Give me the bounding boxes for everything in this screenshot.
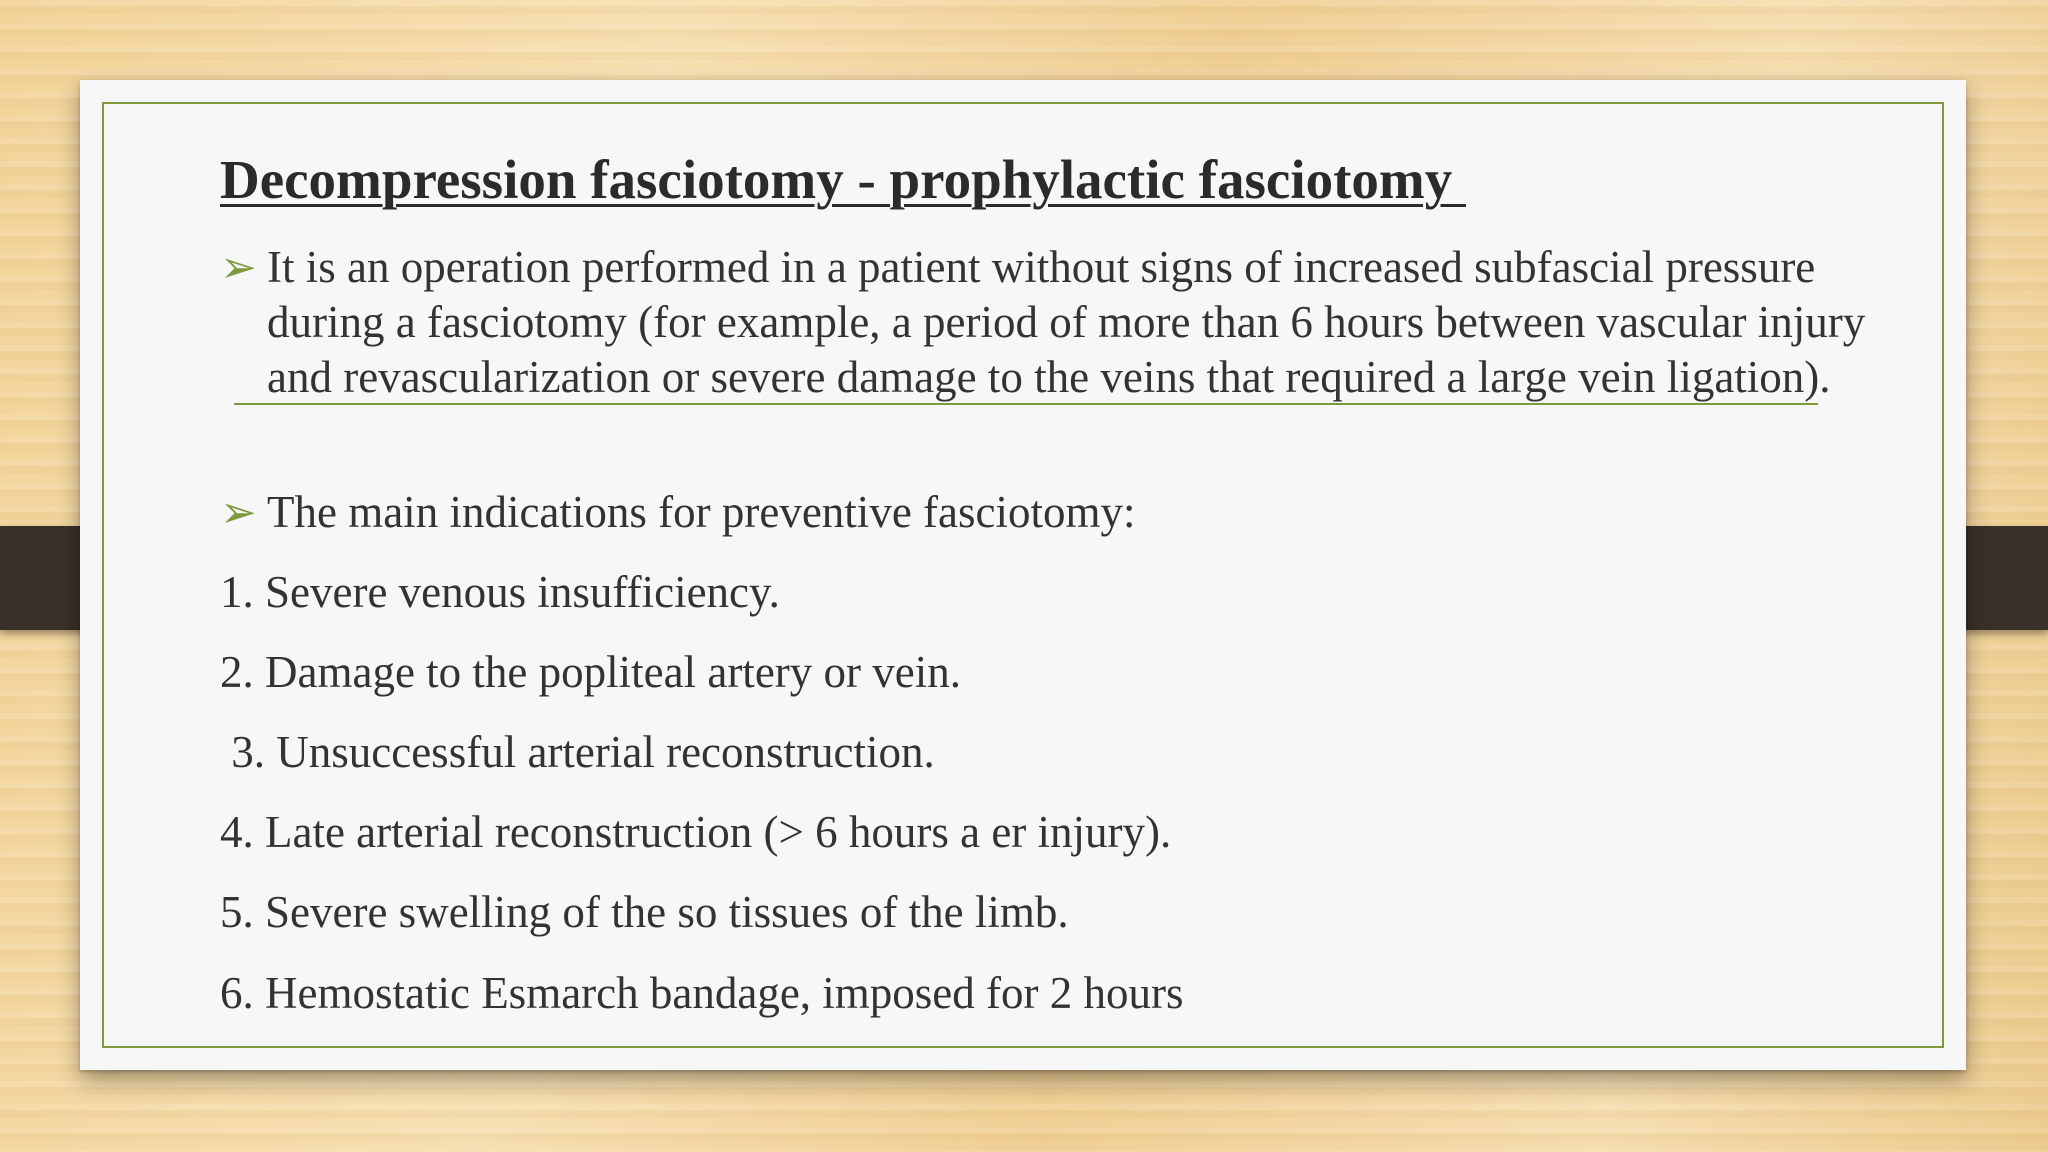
divider-line	[234, 403, 1818, 405]
slide-title: Decompression fasciotomy - prophylactic fasciotomy	[220, 149, 1466, 210]
bullet-definition-text: It is an operation performed in a patient without signs of increased subfascial pressure during a fasciotomy (for example, a period of more than 6 hours between vascular injury and revascularization or severe damage to the veins that required a large vein ligation).	[267, 242, 1866, 402]
list-item: 1. Severe venous insufficiency.	[220, 567, 780, 617]
list-item: 6. Hemostatic Esmarch bandage, imposed for 2 hours	[220, 968, 1184, 1018]
list-item: 2. Damage to the popliteal artery or vein.	[220, 647, 961, 697]
bullet-definition	[220, 240, 1900, 405]
arrow-bullet-icon: ➢	[220, 242, 257, 293]
bullet-indications	[220, 485, 1620, 540]
list-item: 4. Late arterial reconstruction (> 6 hours a er injury).	[220, 807, 1172, 857]
bullet-indications-text: The main indications for preventive fasciotomy:	[267, 487, 1136, 537]
slide-card	[80, 80, 1966, 1070]
list-item: 3. Unsuccessful arterial reconstruction.	[220, 727, 935, 777]
arrow-bullet-icon: ➢	[220, 487, 257, 538]
list-item: 5. Severe swelling of the so tissues of the limb.	[220, 887, 1069, 937]
